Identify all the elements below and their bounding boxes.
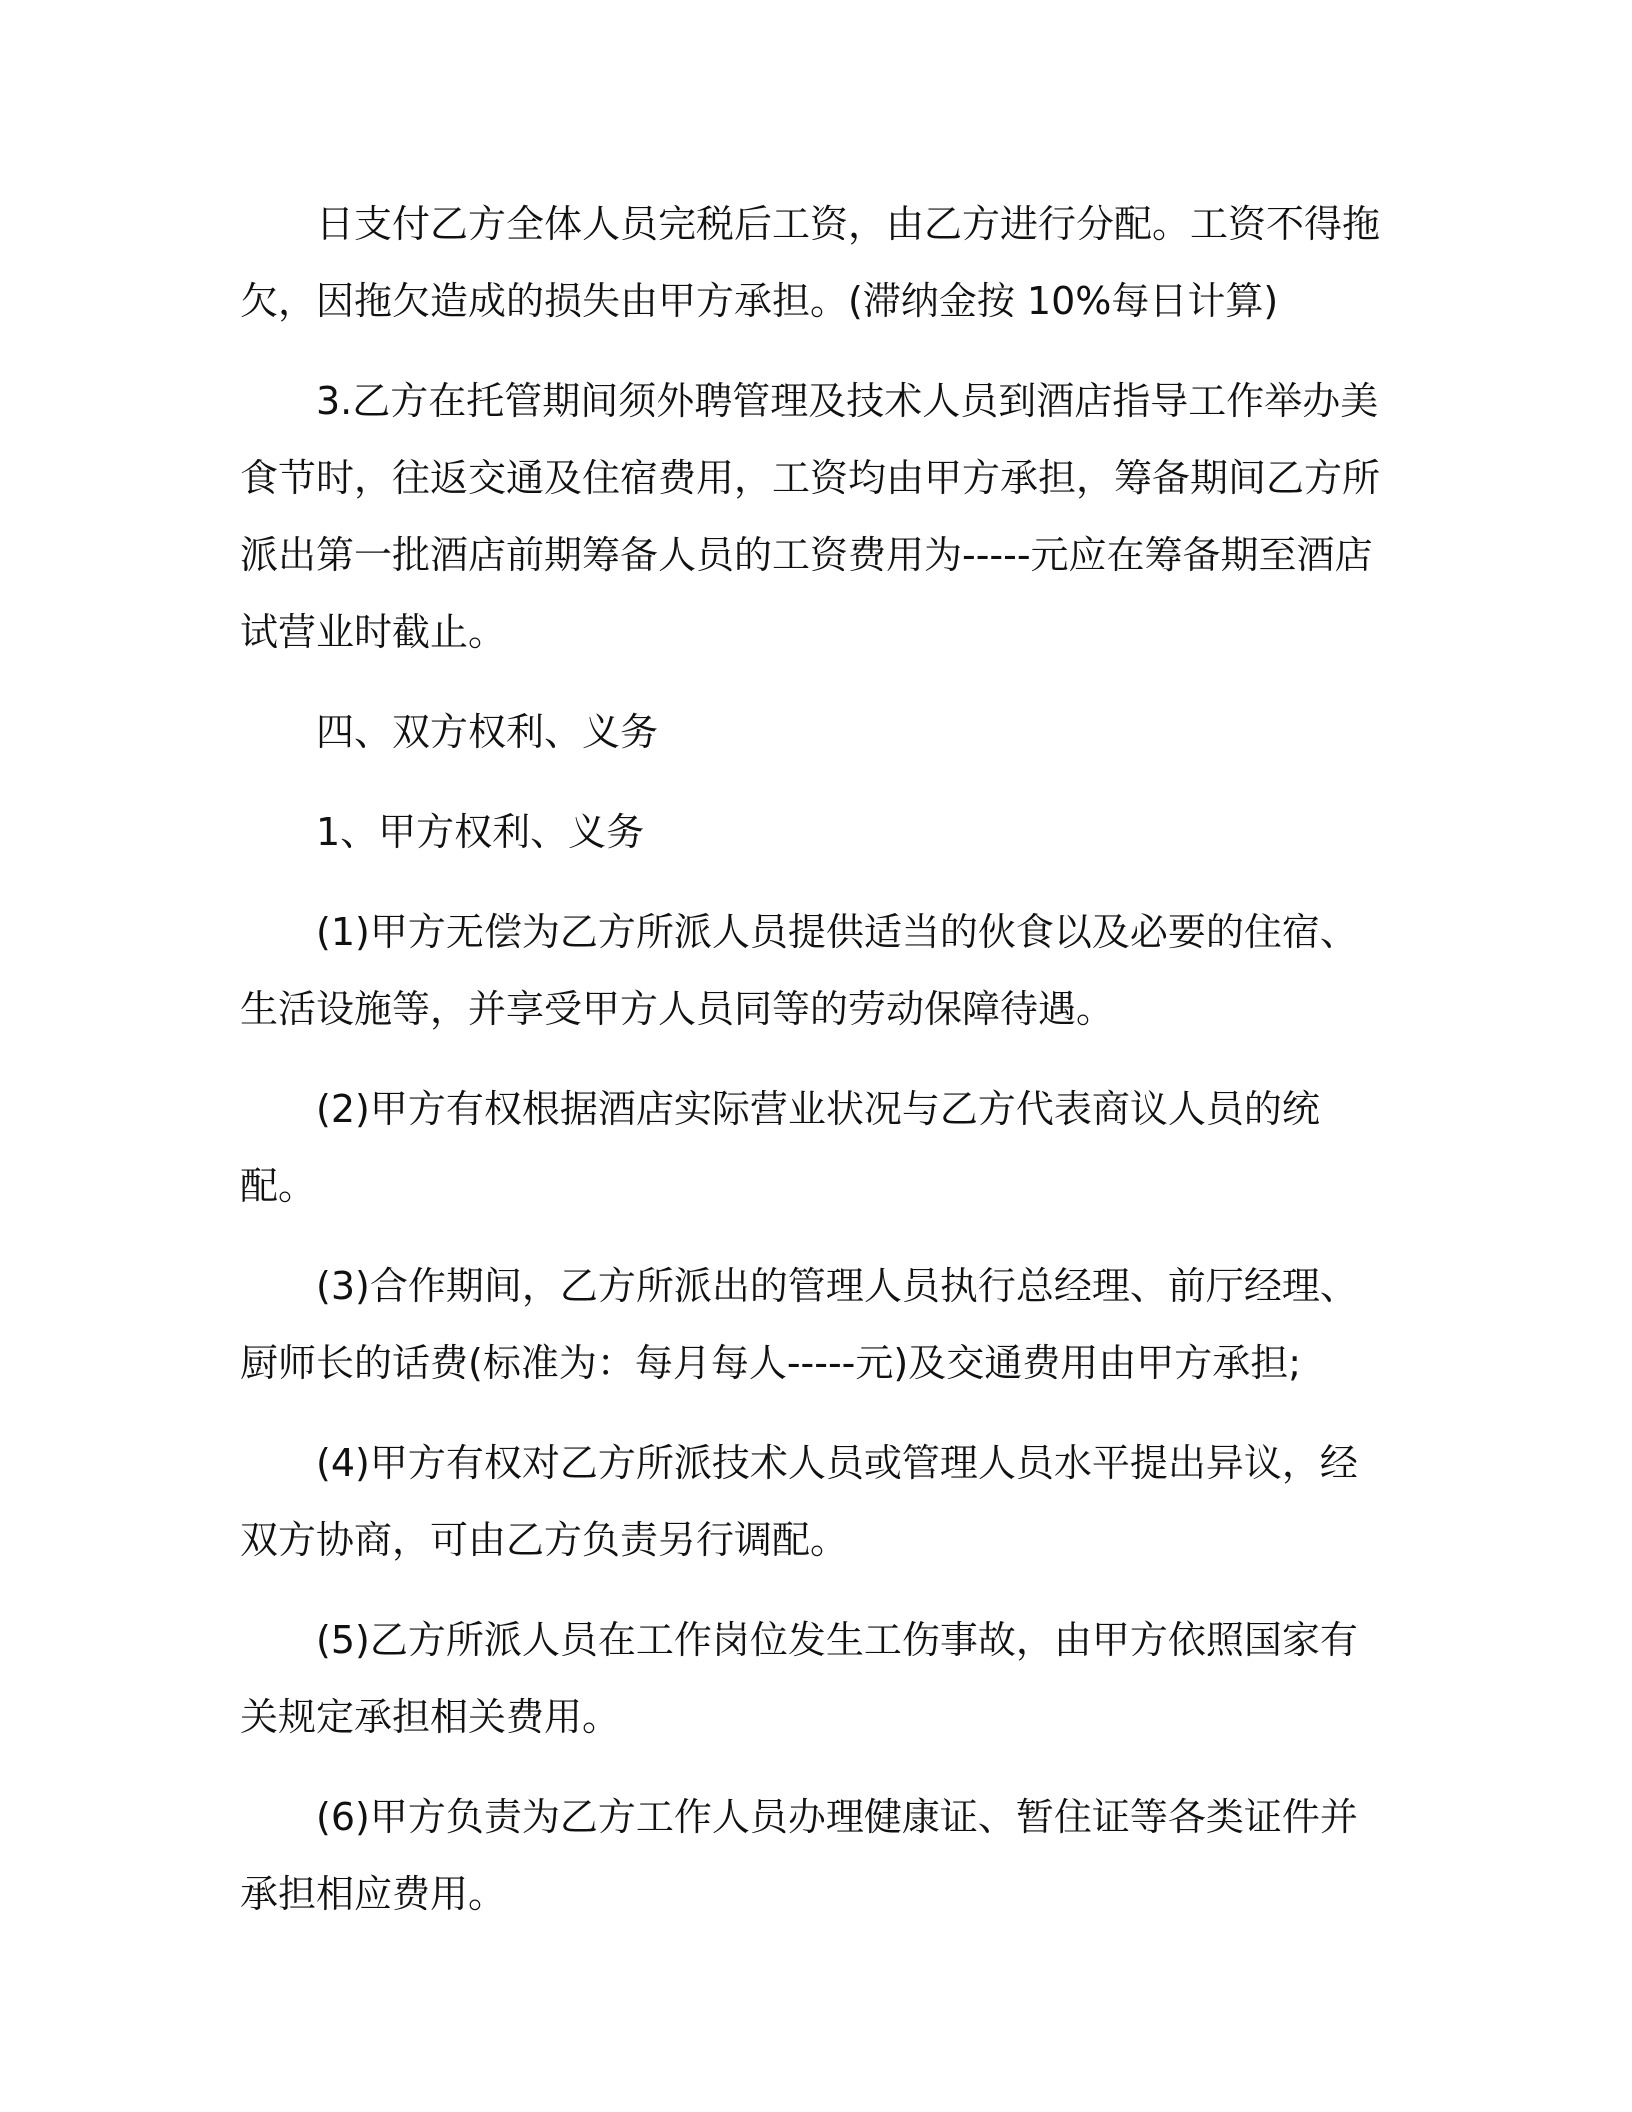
paragraph-item-2: (2)甲方有权根据酒店实际营业状况与乙方代表商议人员的统配。 <box>240 1087 1320 1208</box>
section-heading-rights-obligations: 四、双方权利、义务 <box>316 710 659 754</box>
paragraph-clause-3: 3.乙方在托管期间须外聘管理及技术人员到酒店指导工作举办美食节时，往返交通及住宿费用，工资均由甲方承担，筹备期间乙方所派出第一批酒店前期筹备人员的工资费用为-----元应在筹备期至酒店试营业时截止。 <box>240 379 1381 654</box>
paragraph-item-4: (4)甲方有权对乙方所派技术人员或管理人员水平提出异议，经双方协商，可由乙方负责另行调配。 <box>240 1441 1358 1562</box>
subsection-heading-party-a: 1、甲方权利、义务 <box>316 810 645 854</box>
paragraph-item-5: (5)乙方所派人员在工作岗位发生工伤事故，由甲方依照国家有关规定承担相关费用。 <box>240 1618 1358 1739</box>
paragraph-salary-payment: 日支付乙方全体人员完税后工资，由乙方进行分配。工资不得拖欠，因拖欠造成的损失由甲方承担。(滞纳金按 10%每日计算) <box>240 202 1381 323</box>
paragraph-item-1: (1)甲方无偿为乙方所派人员提供适当的伙食以及必要的住宿、生活设施等，并享受甲方人员同等的劳动保障待遇。 <box>240 910 1358 1031</box>
document-body <box>240 186 1382 1956</box>
paragraph-item-3: (3)合作期间，乙方所派出的管理人员执行总经理、前厅经理、厨师长的话费(标准为：每月每人-----元)及交通费用由甲方承担; <box>240 1264 1358 1385</box>
paragraph-item-6: (6)甲方负责为乙方工作人员办理健康证、暂住证等各类证件并承担相应费用。 <box>240 1795 1358 1916</box>
